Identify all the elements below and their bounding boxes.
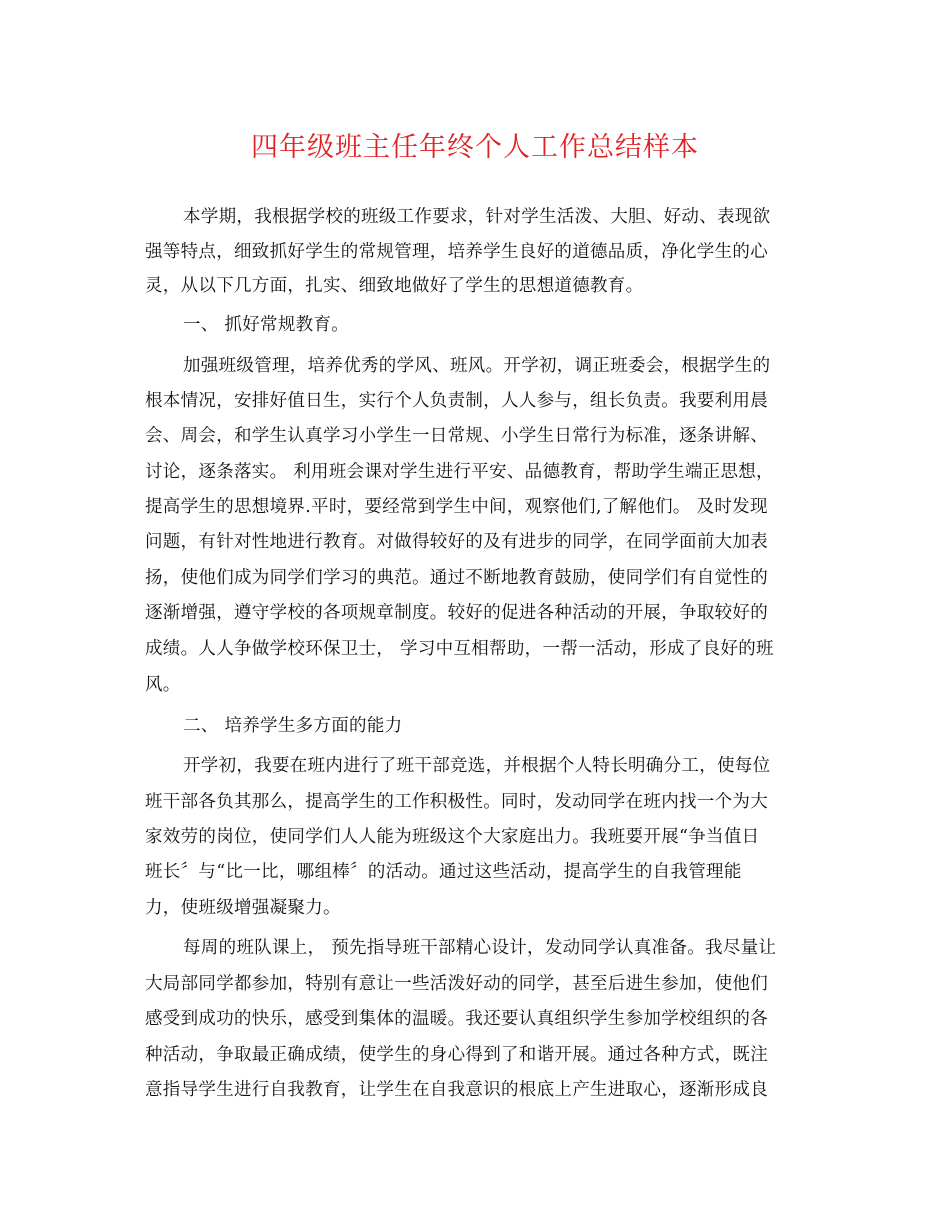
- document-title: 四年级班主任年终个人工作总结样本: [251, 132, 699, 163]
- paragraph-line: 班干部各负其那么，提高学生的工作积极性。同时，发动同学在班内找一个为大: [145, 792, 768, 812]
- section-heading-1: 一、 抓好常规教育。: [183, 315, 350, 335]
- paragraph-line: 每周的班队课上， 预先指导班干部精心设计，发动同学认真准备。我尽量让: [183, 938, 777, 958]
- paragraph-line: 成绩。人人争做学校环保卫士， 学习中互相帮助，一帮一活动，形成了良好的班: [145, 639, 774, 659]
- paragraph-line: 强等特点，细致抓好学生的常规管理，培养学生良好的道德品质，净化学生的心: [145, 242, 768, 262]
- paragraph-line: 风。: [145, 675, 181, 695]
- paragraph-line: 加强班级管理，培养优秀的学风、班风。开学初，调正班委会，根据学生的: [183, 356, 771, 376]
- paragraph-line: 提高学生的思想境界.平时，要经常到学生中间，观察他们,了解他们。 及时发现: [145, 497, 768, 517]
- paragraph-line: 班长〞与“比一比，哪组棒〞的活动。通过这些活动，提高学生的自我管理能: [145, 862, 742, 882]
- paragraph-line: 扬，使他们成为同学们学习的典范。通过不断地教育鼓励，使同学们有自觉性的: [145, 568, 768, 588]
- paragraph-line: 种活动，争取最正确成绩，使学生的身心得到了和谐开展。通过各种方式，既注: [145, 1045, 768, 1065]
- paragraph-line: 会、周会，和学生认真学习小学生一日常规、小学生日常行为标准，逐条讲解、: [145, 426, 768, 446]
- paragraph-line: 灵，从以下几方面，扎实、细致地做好了学生的思想道德教育。: [145, 276, 644, 296]
- paragraph-line: 讨论，逐条落实。 利用班会课对学生进行平安、品德教育，帮助学生端正思想，: [145, 462, 774, 482]
- paragraph-line: 本学期，我根据学校的班级工作要求，针对学生活泼、大胆、好动、表现欲: [183, 207, 771, 227]
- paragraph-line: 意指导学生进行自我教育，让学生在自我意识的根底上产生进取心，逐渐形成良: [145, 1080, 768, 1100]
- paragraph-line: 根本情况，安排好值日生，实行个人负责制，人人参与，组长负责。我要利用晨: [145, 391, 768, 411]
- paragraph-line: 感受到成功的快乐，感受到集体的温暖。我还要认真组织学生参加学校组织的各: [145, 1009, 768, 1029]
- paragraph-line: 家效劳的岗位，使同学们人人能为班级这个大家庭出力。我班要开展“争当值日: [145, 827, 760, 847]
- paragraph-line: 逐渐增强，遵守学校的各项规章制度。较好的促进各种活动的开展，争取较好的: [145, 603, 768, 623]
- paragraph-line: 开学初，我要在班内进行了班干部竞选，并根据个人特长明确分工，使每位: [183, 756, 771, 776]
- paragraph-line: 大局部同学都参加，特别有意让一些活泼好动的同学，甚至后进生参加，使他们: [145, 974, 768, 994]
- paragraph-line: 问题，有针对性地进行教育。对做得较好的及有进步的同学，在同学面前大加表: [145, 532, 768, 552]
- paragraph-line: 力，使班级增强凝聚力。: [145, 898, 341, 918]
- section-heading-2: 二、 培养学生多方面的能力: [183, 716, 403, 736]
